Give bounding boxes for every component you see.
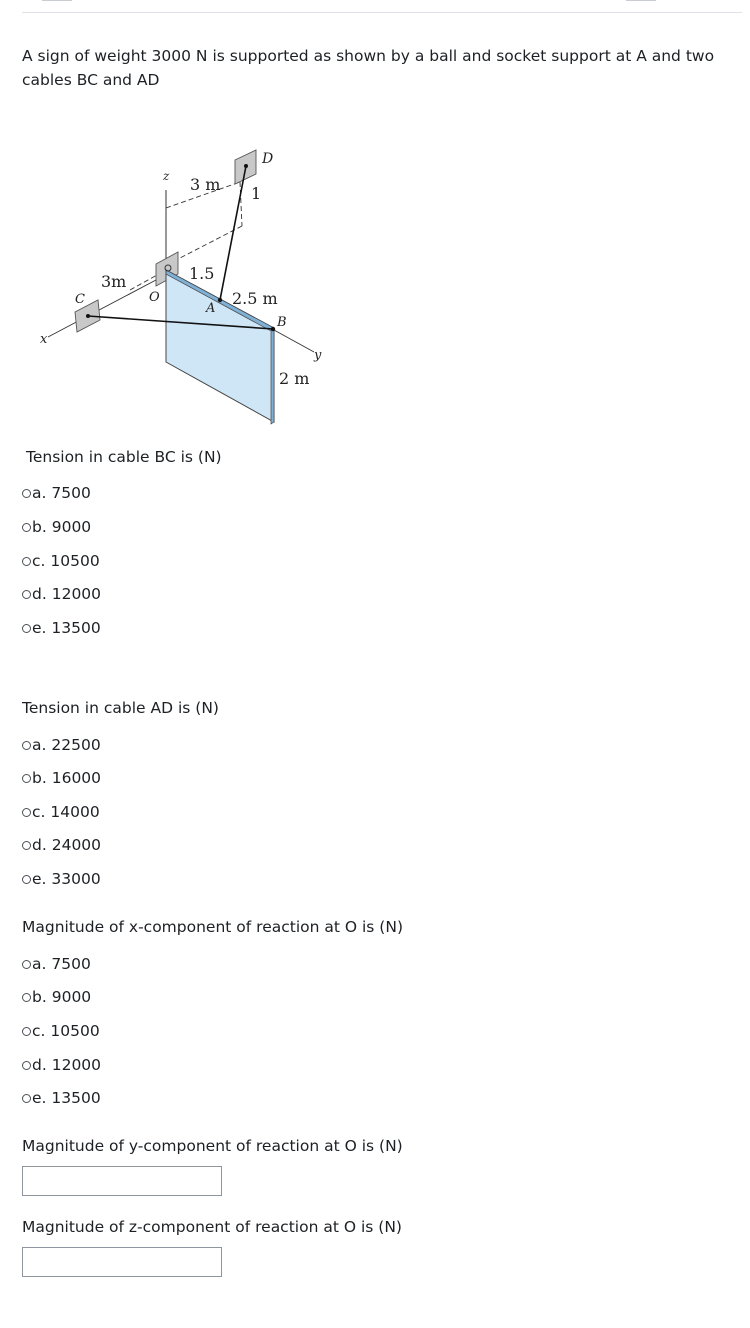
radio-button[interactable]: [22, 841, 31, 850]
q2-option-b[interactable]: [22, 768, 101, 788]
label-b: B: [277, 315, 287, 330]
label-1: 1: [251, 184, 262, 203]
label-2m: 2 m: [279, 369, 310, 388]
option-letter: d.: [32, 585, 47, 603]
sign-side-edge: [271, 328, 274, 424]
option-value: 9000: [51, 988, 92, 1006]
label-c: C: [75, 292, 85, 307]
radio-button[interactable]: [22, 1027, 31, 1036]
option-value: 16000: [51, 769, 102, 787]
question-1-text: Tension in cable BC is (N): [26, 448, 222, 466]
label-2-5m: 2.5 m: [232, 289, 278, 308]
option-value: 12000: [51, 585, 102, 603]
q3-option-b[interactable]: [22, 987, 91, 1007]
option-letter: b.: [32, 518, 47, 536]
question-5-text: Magnitude of z-component of reaction at O is (N): [22, 1218, 402, 1236]
label-z: z: [163, 169, 170, 183]
option-letter: b.: [32, 988, 47, 1006]
label-o: O: [149, 290, 160, 305]
q1-option-a[interactable]: [22, 483, 91, 503]
label-1-5: 1.5: [189, 264, 215, 283]
q3-option-d[interactable]: [22, 1055, 101, 1075]
option-letter: e.: [32, 619, 47, 637]
option-value: 13500: [51, 619, 101, 637]
radio-button[interactable]: [22, 960, 31, 969]
option-letter: b.: [32, 769, 47, 787]
option-letter: c.: [32, 803, 46, 821]
q2-option-d[interactable]: [22, 835, 101, 855]
option-letter: d.: [32, 1056, 47, 1074]
option-value: 24000: [51, 836, 102, 854]
q3-option-c[interactable]: [22, 1021, 100, 1041]
radio-button[interactable]: [22, 774, 31, 783]
q3-option-e[interactable]: [22, 1088, 101, 1108]
q2-option-a[interactable]: [22, 735, 101, 755]
option-letter: a.: [32, 736, 47, 754]
option-letter: e.: [32, 1089, 47, 1107]
label-a: A: [206, 301, 216, 316]
point-d: [244, 164, 248, 168]
option-letter: e.: [32, 870, 47, 888]
radio-button[interactable]: [22, 875, 31, 884]
option-letter: c.: [32, 1022, 46, 1040]
z-component-answer-input[interactable]: [22, 1247, 222, 1277]
radio-button[interactable]: [22, 590, 31, 599]
radio-button[interactable]: [22, 523, 31, 532]
option-value: 7500: [51, 955, 91, 973]
option-value: 10500: [50, 552, 100, 570]
top-cut-text-right: [626, 0, 706, 3]
q1-option-c[interactable]: [22, 551, 100, 571]
q1-option-e[interactable]: [22, 618, 101, 638]
label-d: D: [262, 151, 274, 167]
y-component-answer-input[interactable]: [22, 1166, 222, 1196]
q2-option-c[interactable]: [22, 802, 100, 822]
radio-button[interactable]: [22, 808, 31, 817]
option-value: 10500: [50, 1022, 100, 1040]
option-value: 33000: [51, 870, 101, 888]
q1-option-d[interactable]: [22, 584, 101, 604]
option-letter: a.: [32, 484, 47, 502]
sign-diagram: [30, 140, 330, 430]
radio-button[interactable]: [22, 489, 31, 498]
option-value: 12000: [51, 1056, 102, 1074]
cable-ad: [220, 166, 246, 300]
radio-button[interactable]: [22, 741, 31, 750]
option-value: 9000: [51, 518, 92, 536]
point-a: [218, 298, 222, 302]
q2-option-e[interactable]: [22, 869, 101, 889]
top-cut-text-left: [42, 0, 122, 3]
radio-button[interactable]: [22, 557, 31, 566]
q3-option-a[interactable]: [22, 954, 91, 974]
question-3-text: Magnitude of x-component of reaction at O is (N): [22, 918, 403, 936]
option-value: 14000: [50, 803, 100, 821]
point-c: [86, 314, 90, 318]
y-axis: [274, 330, 314, 352]
option-letter: a.: [32, 955, 47, 973]
option-value: 7500: [51, 484, 91, 502]
option-value: 22500: [51, 736, 101, 754]
radio-button[interactable]: [22, 1094, 31, 1103]
radio-button[interactable]: [22, 993, 31, 1002]
option-letter: d.: [32, 836, 47, 854]
label-3m-left: 3m: [101, 272, 127, 291]
point-b: [271, 327, 275, 331]
top-divider: [22, 12, 742, 13]
problem-statement: A sign of weight 3000 N is supported as shown by a ball and socket support at A and two cables BC and AD: [22, 47, 715, 89]
option-value: 13500: [51, 1089, 101, 1107]
radio-button[interactable]: [22, 624, 31, 633]
radio-button[interactable]: [22, 1061, 31, 1070]
label-x: x: [40, 332, 48, 347]
q1-option-b[interactable]: [22, 517, 91, 537]
question-4-text: Magnitude of y-component of reaction at O is (N): [22, 1137, 403, 1155]
option-letter: c.: [32, 552, 46, 570]
label-3m-top: 3 m: [190, 175, 221, 194]
question-2-text: Tension in cable AD is (N): [22, 699, 219, 717]
label-y: y: [314, 348, 322, 363]
